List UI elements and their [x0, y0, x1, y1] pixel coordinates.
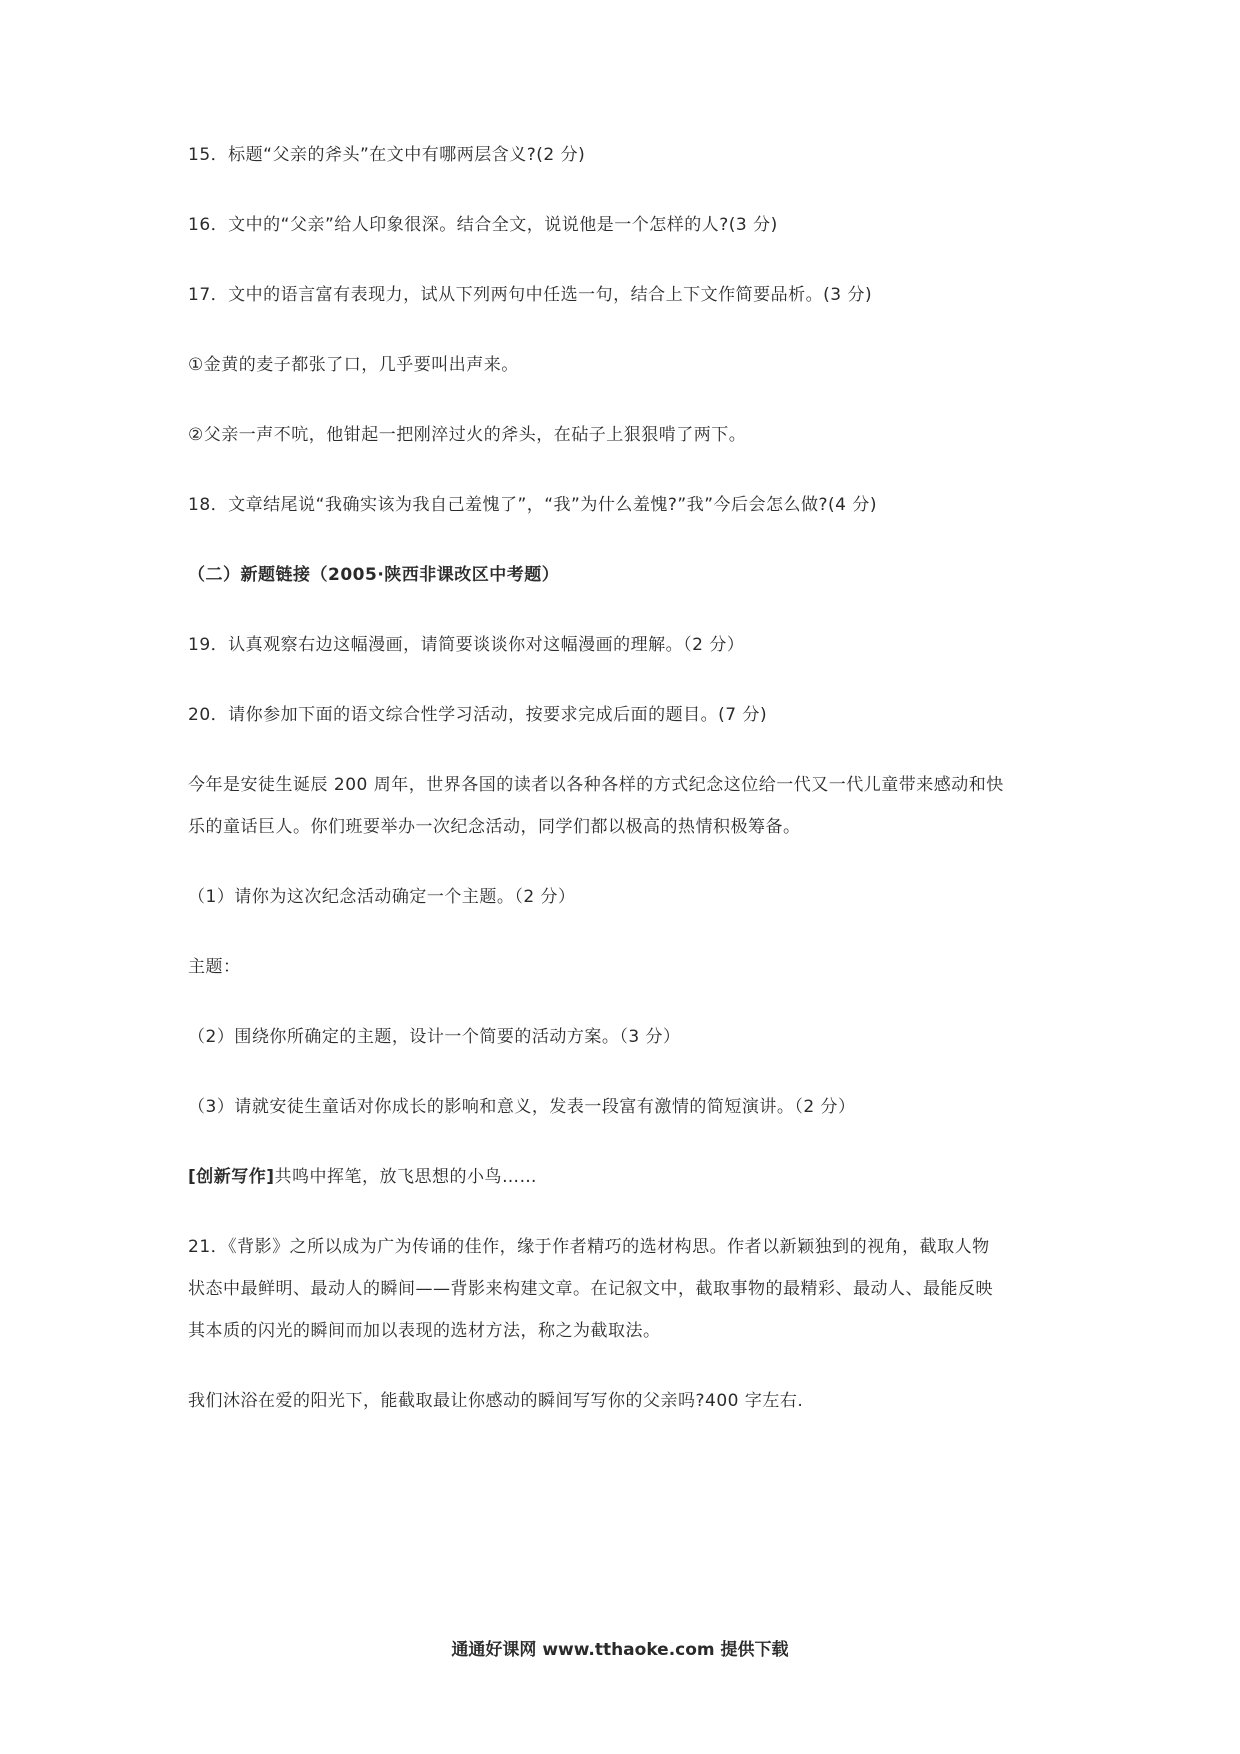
question-18: 18．文章结尾说“我确实该为我自己羞愧了”，“我”为什么羞愧?”我”今后会怎么做?(4 分) — [188, 495, 878, 515]
question-17: 17．文中的语言富有表现力，试从下列两句中任选一句，结合上下文作简要品析。(3 分) — [188, 285, 873, 305]
question-19: 19．认真观察右边这幅漫画，请简要谈谈你对这幅漫画的理解。（2 分） — [188, 635, 745, 655]
question-20-sub-1: （1）请你为这次纪念活动确定一个主题。（2 分） — [188, 887, 576, 907]
question-16: 16．文中的“父亲”给人印象很深。结合全文，说说他是一个怎样的人?(3 分) — [188, 215, 778, 235]
writing-tag-rest: 共鸣中挥笔，放飞思想的小鸟…… — [274, 1167, 538, 1187]
question-21-line-2: 状态中最鲜明、最动人的瞬间——背影来构建文章。在记叙文中，截取事物的最精彩、最动人、最能反映 — [188, 1279, 993, 1299]
question-20: 20．请你参加下面的语文综合性学习活动，按要求完成后面的题目。(7 分) — [188, 705, 768, 725]
question-21-line-1: 21．《背影》之所以成为广为传诵的佳作，缘于作者精巧的选材构思。作者以新颖独到的视角，截取人物 — [188, 1237, 990, 1257]
writing-tag: [创新写作] — [188, 1167, 275, 1187]
question-21-line-3: 其本质的闪光的瞬间而加以表现的选材方法，称之为截取法。 — [188, 1321, 661, 1341]
question-20-sub-3: （3）请就安徒生童话对你成长的影响和意义，发表一段富有激情的简短演讲。（2 分） — [188, 1097, 856, 1117]
theme-label: 主题： — [188, 957, 241, 977]
question-20-sub-2: （2）围绕你所确定的主题，设计一个简要的活动方案。（3 分） — [188, 1027, 681, 1047]
question-17-option-2: ②父亲一声不吭，他钳起一把刚淬过火的斧头，在砧子上狠狠啃了两下。 — [188, 425, 747, 445]
question-20-intro-line-2: 乐的童话巨人。你们班要举办一次纪念活动，同学们都以极高的热情积极筹备。 — [188, 817, 801, 837]
question-21-task: 我们沐浴在爱的阳光下，能截取最让你感动的瞬间写写你的父亲吗?400 字左右. — [188, 1391, 804, 1411]
writing-intro — [188, 1165, 1068, 1189]
footer-credit: 通通好课网 www.tthaoke.com 提供下载 — [451, 1640, 789, 1660]
section-heading: （二）新题链接（2005·陕西非课改区中考题） — [188, 565, 560, 585]
question-20-intro-line-1: 今年是安徒生诞辰 200 周年，世界各国的读者以各种各样的方式纪念这位给一代又一代儿童带来感动和快 — [188, 775, 1004, 795]
question-15: 15．标题“父亲的斧头”在文中有哪两层含义?(2 分) — [188, 145, 586, 165]
question-17-option-1: ①金黄的麦子都张了口，几乎要叫出声来。 — [188, 355, 519, 375]
